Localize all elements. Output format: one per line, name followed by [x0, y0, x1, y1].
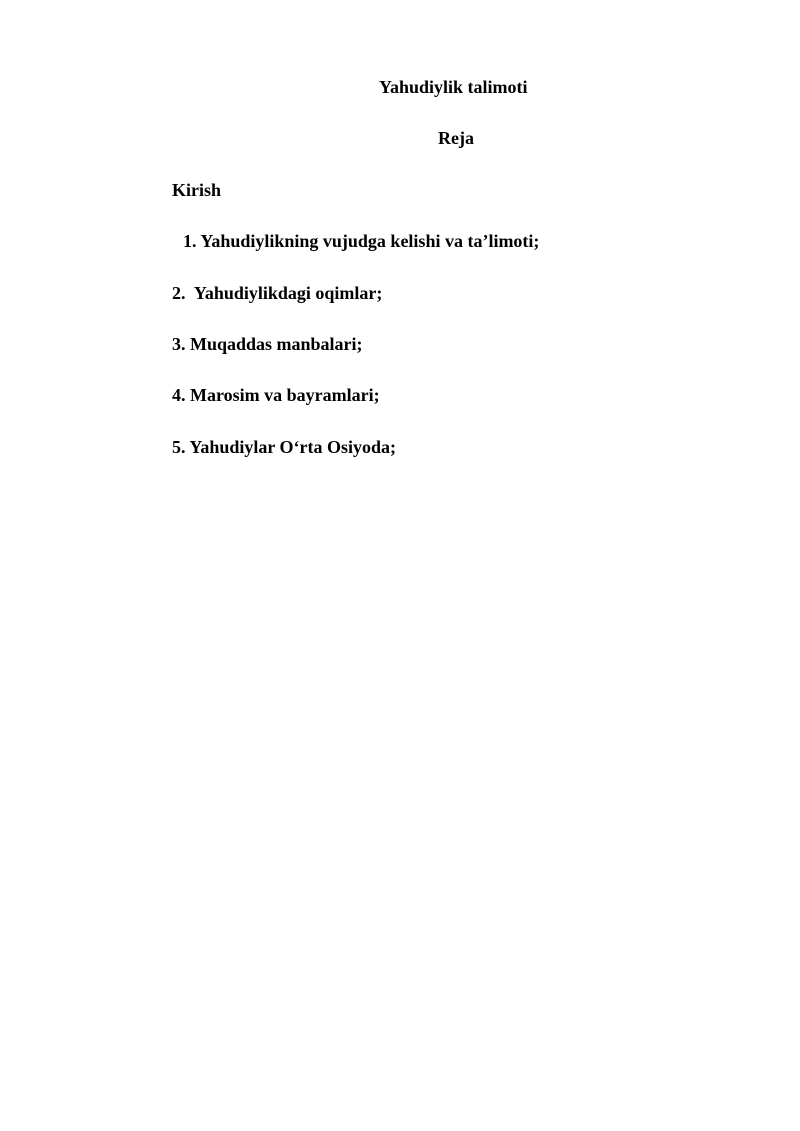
intro-heading: Kirish — [172, 180, 222, 200]
document-title: Yahudiylik talimoti — [379, 77, 528, 97]
plan-item-2: 2. Yahudiylikdagi oqimlar; — [172, 283, 383, 303]
plan-item-3: 3. Muqaddas manbalari; — [172, 334, 363, 354]
plan-item-5: 5. Yahudiylar O‘rta Osiyoda; — [172, 437, 397, 457]
plan-heading: Reja — [438, 128, 474, 148]
plan-item-1: 1. Yahudiylikning vujudga kelishi va ta’limoti; — [183, 231, 540, 251]
plan-item-4: 4. Marosim va bayramlari; — [172, 385, 380, 405]
